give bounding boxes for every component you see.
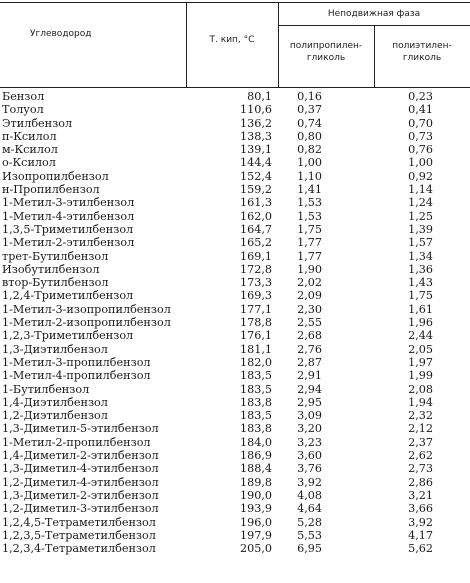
polypropylene-glycol-value-cell: 1,77: [297, 236, 322, 250]
polypropylene-glycol-value-cell: 1,41: [297, 183, 322, 197]
polypropylene-glycol-value-cell: 2,30: [297, 302, 322, 316]
table-row: [0, 343, 470, 356]
polyethylene-glycol-value-cell: 1,43: [408, 276, 433, 290]
polypropylene-glycol-value-cell: 1,53: [297, 196, 322, 210]
polypropylene-glycol-value-cell: 3,60: [297, 449, 322, 463]
boiling-point-cell: 136,2: [239, 116, 272, 130]
table-row: [0, 170, 470, 183]
hydrocarbon-name-cell: 1-Метил-4-пропилбензол: [2, 369, 151, 383]
polypropylene-glycol-value-cell: 3,23: [297, 435, 322, 449]
table-row: [0, 542, 470, 555]
hydrocarbon-name-cell: 1-Метил-2-изопропилбензол: [2, 316, 171, 330]
boiling-point-cell: 190,0: [239, 488, 272, 502]
table-row: [0, 250, 470, 263]
table-row: [0, 117, 470, 130]
polypropylene-glycol-value-cell: 2,76: [297, 342, 322, 356]
polypropylene-glycol-value-cell: 0,74: [297, 116, 322, 130]
hydrocarbon-name-cell: 1-Метил-3-этилбензол: [2, 196, 135, 210]
hydrocarbon-name-cell: Толуол: [2, 103, 44, 117]
table-row: [0, 276, 470, 289]
polypropylene-glycol-value-cell: 3,76: [297, 462, 322, 476]
table-row: [0, 489, 470, 502]
boiling-point-cell: 138,3: [239, 129, 272, 143]
hydrocarbon-name-cell: 1,3-Диметил-4-этилбензол: [2, 462, 159, 476]
polypropylene-glycol-value-cell: 3,09: [297, 409, 322, 423]
table-top-rule: [0, 2, 470, 3]
table-row: [0, 449, 470, 462]
table-body: [0, 90, 470, 555]
table-row: [0, 422, 470, 435]
polyethylene-glycol-value-cell: 1,99: [408, 369, 433, 383]
polyethylene-glycol-value-cell: 5,62: [408, 542, 433, 556]
column-header-polyethylene-glycol: полиэтилен- гликоль: [392, 41, 452, 63]
hydrocarbon-name-cell: 1,2,3,5-Тетраметилбензол: [2, 528, 156, 542]
table-row: [0, 156, 470, 169]
polyethylene-glycol-value-cell: 1,97: [408, 355, 433, 369]
boiling-point-cell: 80,1: [247, 90, 272, 103]
polyethylene-glycol-value-cell: 1,34: [408, 249, 433, 263]
hydrocarbon-name-cell: 1,3-Диметил-5-этилбензол: [2, 422, 159, 436]
polyethylene-glycol-value-cell: 1,94: [408, 395, 433, 409]
polyethylene-glycol-value-cell: 2,12: [408, 422, 433, 436]
table-row: [0, 289, 470, 302]
table-row: [0, 103, 470, 116]
polypropylene-glycol-value-cell: 1,53: [297, 209, 322, 223]
hydrocarbon-name-cell: 1-Метил-4-этилбензол: [2, 209, 135, 223]
polyethylene-glycol-value-cell: 4,17: [408, 528, 433, 542]
hydrocarbon-name-cell: 1,2-Диэтилбензол: [2, 409, 108, 423]
hydrocarbon-name-cell: 1,2-Диметил-3-этилбензол: [2, 502, 159, 516]
table-row: [0, 383, 470, 396]
polypropylene-glycol-value-cell: 4,64: [297, 502, 322, 516]
boiling-point-cell: 176,1: [239, 329, 272, 343]
boiling-point-cell: 165,2: [239, 236, 272, 250]
table-row: [0, 409, 470, 422]
boiling-point-cell: 139,1: [239, 143, 272, 157]
boiling-point-cell: 189,8: [239, 475, 272, 489]
polypropylene-glycol-value-cell: 5,53: [297, 528, 322, 542]
polypropylene-glycol-value-cell: 2,68: [297, 329, 322, 343]
polyethylene-glycol-value-cell: 1,14: [408, 183, 433, 197]
hydrocarbon-name-cell: н-Пропилбензол: [2, 183, 100, 197]
polyethylene-glycol-value-cell: 1,61: [408, 302, 433, 316]
boiling-point-cell: 184,0: [239, 435, 272, 449]
boiling-point-cell: 205,0: [239, 542, 272, 556]
polypropylene-glycol-value-cell: 1,10: [297, 169, 322, 183]
polyethylene-glycol-value-cell: 3,21: [408, 488, 433, 502]
table-row: [0, 183, 470, 196]
boiling-point-cell: 144,4: [239, 156, 272, 170]
hydrocarbon-name-cell: трет-Бутилбензол: [2, 249, 109, 263]
column-header-hydrocarbon: Углеводород: [30, 29, 92, 39]
boiling-point-cell: 193,9: [239, 502, 272, 516]
table-row: [0, 196, 470, 209]
table-row: [0, 329, 470, 342]
table-row: [0, 236, 470, 249]
polyethylene-glycol-value-cell: 0,76: [408, 143, 433, 157]
polyethylene-glycol-value-cell: 1,00: [408, 156, 433, 170]
polyethylene-glycol-value-cell: 2,73: [408, 462, 433, 476]
polyethylene-glycol-value-cell: 1,36: [408, 262, 433, 276]
hydrocarbon-name-cell: 1,4-Диэтилбензол: [2, 395, 108, 409]
hydrocarbon-name-cell: 1,2-Диметил-4-этилбензол: [2, 475, 159, 489]
table-row: [0, 462, 470, 475]
table-row: [0, 502, 470, 515]
polypropylene-glycol-value-cell: 1,90: [297, 262, 322, 276]
table-row: [0, 529, 470, 542]
boiling-point-cell: 183,8: [239, 395, 272, 409]
polypropylene-glycol-value-cell: 0,16: [297, 90, 322, 103]
boiling-point-cell: 181,1: [239, 342, 272, 356]
boiling-point-cell: 178,8: [239, 316, 272, 330]
polypropylene-glycol-value-cell: 2,94: [297, 382, 322, 396]
hydrocarbon-name-cell: 1-Метил-3-изопропилбензол: [2, 302, 171, 316]
polypropylene-glycol-value-cell: 0,80: [297, 129, 322, 143]
hydrocarbon-name-cell: 1,3-Диметил-2-этилбензол: [2, 488, 159, 502]
polyethylene-glycol-value-cell: 2,37: [408, 435, 433, 449]
column-header-boiling-point: Т. кип, °С: [209, 35, 255, 45]
polyethylene-glycol-value-cell: 0,23: [408, 90, 433, 103]
boiling-point-cell: 196,0: [239, 515, 272, 529]
table-row: [0, 303, 470, 316]
boiling-point-cell: 162,0: [239, 209, 272, 223]
hydrocarbon-name-cell: о-Ксилол: [2, 156, 56, 170]
column-header-polypropylene-glycol: полипропилен- гликоль: [289, 41, 363, 63]
polypropylene-glycol-value-cell: 0,82: [297, 143, 322, 157]
table-row: [0, 90, 470, 103]
boiling-point-cell: 177,1: [239, 302, 272, 316]
table-row: [0, 396, 470, 409]
column-header-stationary-phase: Неподвижная фаза: [327, 9, 421, 19]
table-row: [0, 476, 470, 489]
hydrocarbon-name-cell: Изопропилбензол: [2, 169, 109, 183]
table-row: [0, 263, 470, 276]
boiling-point-cell: 188,4: [239, 462, 272, 476]
polypropylene-glycol-value-cell: 1,00: [297, 156, 322, 170]
polyethylene-glycol-value-cell: 2,08: [408, 382, 433, 396]
table-row: [0, 369, 470, 382]
boiling-point-cell: 152,4: [239, 169, 272, 183]
hydrocarbon-name-cell: 1,2,3-Триметилбензол: [2, 329, 134, 343]
polyethylene-glycol-value-cell: 0,73: [408, 129, 433, 143]
table-row: [0, 316, 470, 329]
table-row: [0, 210, 470, 223]
polypropylene-glycol-value-cell: 1,75: [297, 222, 322, 236]
hydrocarbon-name-cell: 1,4-Диметил-2-этилбензол: [2, 449, 159, 463]
table-row: [0, 130, 470, 143]
boiling-point-cell: 197,9: [239, 528, 272, 542]
hydrocarbon-name-cell: 1-Метил-3-пропилбензол: [2, 355, 151, 369]
hydrocarbon-name-cell: 1,3,5-Триметилбензол: [2, 222, 134, 236]
table-row: [0, 223, 470, 236]
polyethylene-glycol-value-cell: 2,44: [408, 329, 433, 343]
polyethylene-glycol-value-cell: 1,25: [408, 209, 433, 223]
boiling-point-cell: 110,6: [239, 103, 272, 117]
boiling-point-cell: 173,3: [239, 276, 272, 290]
polypropylene-glycol-value-cell: 2,95: [297, 395, 322, 409]
table-row: [0, 143, 470, 156]
polyethylene-glycol-value-cell: 0,70: [408, 116, 433, 130]
table-row: [0, 356, 470, 369]
polyethylene-glycol-value-cell: 1,57: [408, 236, 433, 250]
polyethylene-glycol-value-cell: 2,05: [408, 342, 433, 356]
boiling-point-cell: 183,5: [239, 382, 272, 396]
polypropylene-glycol-value-cell: 2,55: [297, 316, 322, 330]
hydrocarbon-name-cell: 1-Бутилбензол: [2, 382, 90, 396]
polypropylene-glycol-value-cell: 0,37: [297, 103, 322, 117]
hydrocarbon-name-cell: Изобутилбензол: [2, 262, 100, 276]
polyethylene-glycol-value-cell: 1,39: [408, 222, 433, 236]
polyethylene-glycol-value-cell: 3,66: [408, 502, 433, 516]
boiling-point-cell: 169,1: [239, 249, 272, 263]
hydrocarbon-name-cell: втор-Бутилбензол: [2, 276, 109, 290]
hydrocarbon-name-cell: м-Ксилол: [2, 143, 58, 157]
polyethylene-glycol-value-cell: 2,86: [408, 475, 433, 489]
boiling-point-cell: 172,8: [239, 262, 272, 276]
header-bottom-rule: [0, 87, 470, 88]
polyethylene-glycol-value-cell: 0,41: [408, 103, 433, 117]
polypropylene-glycol-value-cell: 2,02: [297, 276, 322, 290]
boiling-point-cell: 183,8: [239, 422, 272, 436]
hydrocarbon-name-cell: Этилбензол: [2, 116, 73, 130]
hydrocarbon-name-cell: 1,2,4-Триметилбензол: [2, 289, 134, 303]
polyethylene-glycol-value-cell: 1,75: [408, 289, 433, 303]
hydrocarbon-name-cell: Бензол: [2, 90, 45, 103]
boiling-point-cell: 183,5: [239, 369, 272, 383]
hydrocarbon-name-cell: 1-Метил-2-этилбензол: [2, 236, 135, 250]
boiling-point-cell: 183,5: [239, 409, 272, 423]
polypropylene-glycol-value-cell: 2,87: [297, 355, 322, 369]
polypropylene-glycol-value-cell: 3,20: [297, 422, 322, 436]
hydrocarbon-name-cell: 1,3-Диэтилбензол: [2, 342, 108, 356]
table-row: [0, 436, 470, 449]
table-row: [0, 516, 470, 529]
polypropylene-glycol-value-cell: 2,09: [297, 289, 322, 303]
polypropylene-glycol-value-cell: 4,08: [297, 488, 322, 502]
polyethylene-glycol-value-cell: 2,62: [408, 449, 433, 463]
polyethylene-glycol-value-cell: 1,96: [408, 316, 433, 330]
boiling-point-cell: 182,0: [239, 355, 272, 369]
boiling-point-cell: 161,3: [239, 196, 272, 210]
boiling-point-cell: 186,9: [239, 449, 272, 463]
polyethylene-glycol-value-cell: 1,24: [408, 196, 433, 210]
hydrocarbon-name-cell: 1-Метил-2-пропилбензол: [2, 435, 151, 449]
polyethylene-glycol-value-cell: 0,92: [408, 169, 433, 183]
hydrocarbon-name-cell: 1,2,4,5-Тетраметилбензол: [2, 515, 156, 529]
polypropylene-glycol-value-cell: 6,95: [297, 542, 322, 556]
polypropylene-glycol-value-cell: 1,77: [297, 249, 322, 263]
boiling-point-cell: 169,3: [239, 289, 272, 303]
hydrocarbon-name-cell: 1,2,3,4-Тетраметилбензол: [2, 542, 156, 556]
hydrocarbon-name-cell: п-Ксилол: [2, 129, 57, 143]
polypropylene-glycol-value-cell: 3,92: [297, 475, 322, 489]
polypropylene-glycol-value-cell: 2,91: [297, 369, 322, 383]
boiling-point-cell: 164,7: [239, 222, 272, 236]
polyethylene-glycol-value-cell: 2,32: [408, 409, 433, 423]
polyethylene-glycol-value-cell: 3,92: [408, 515, 433, 529]
boiling-point-cell: 159,2: [239, 183, 272, 197]
polypropylene-glycol-value-cell: 5,28: [297, 515, 322, 529]
